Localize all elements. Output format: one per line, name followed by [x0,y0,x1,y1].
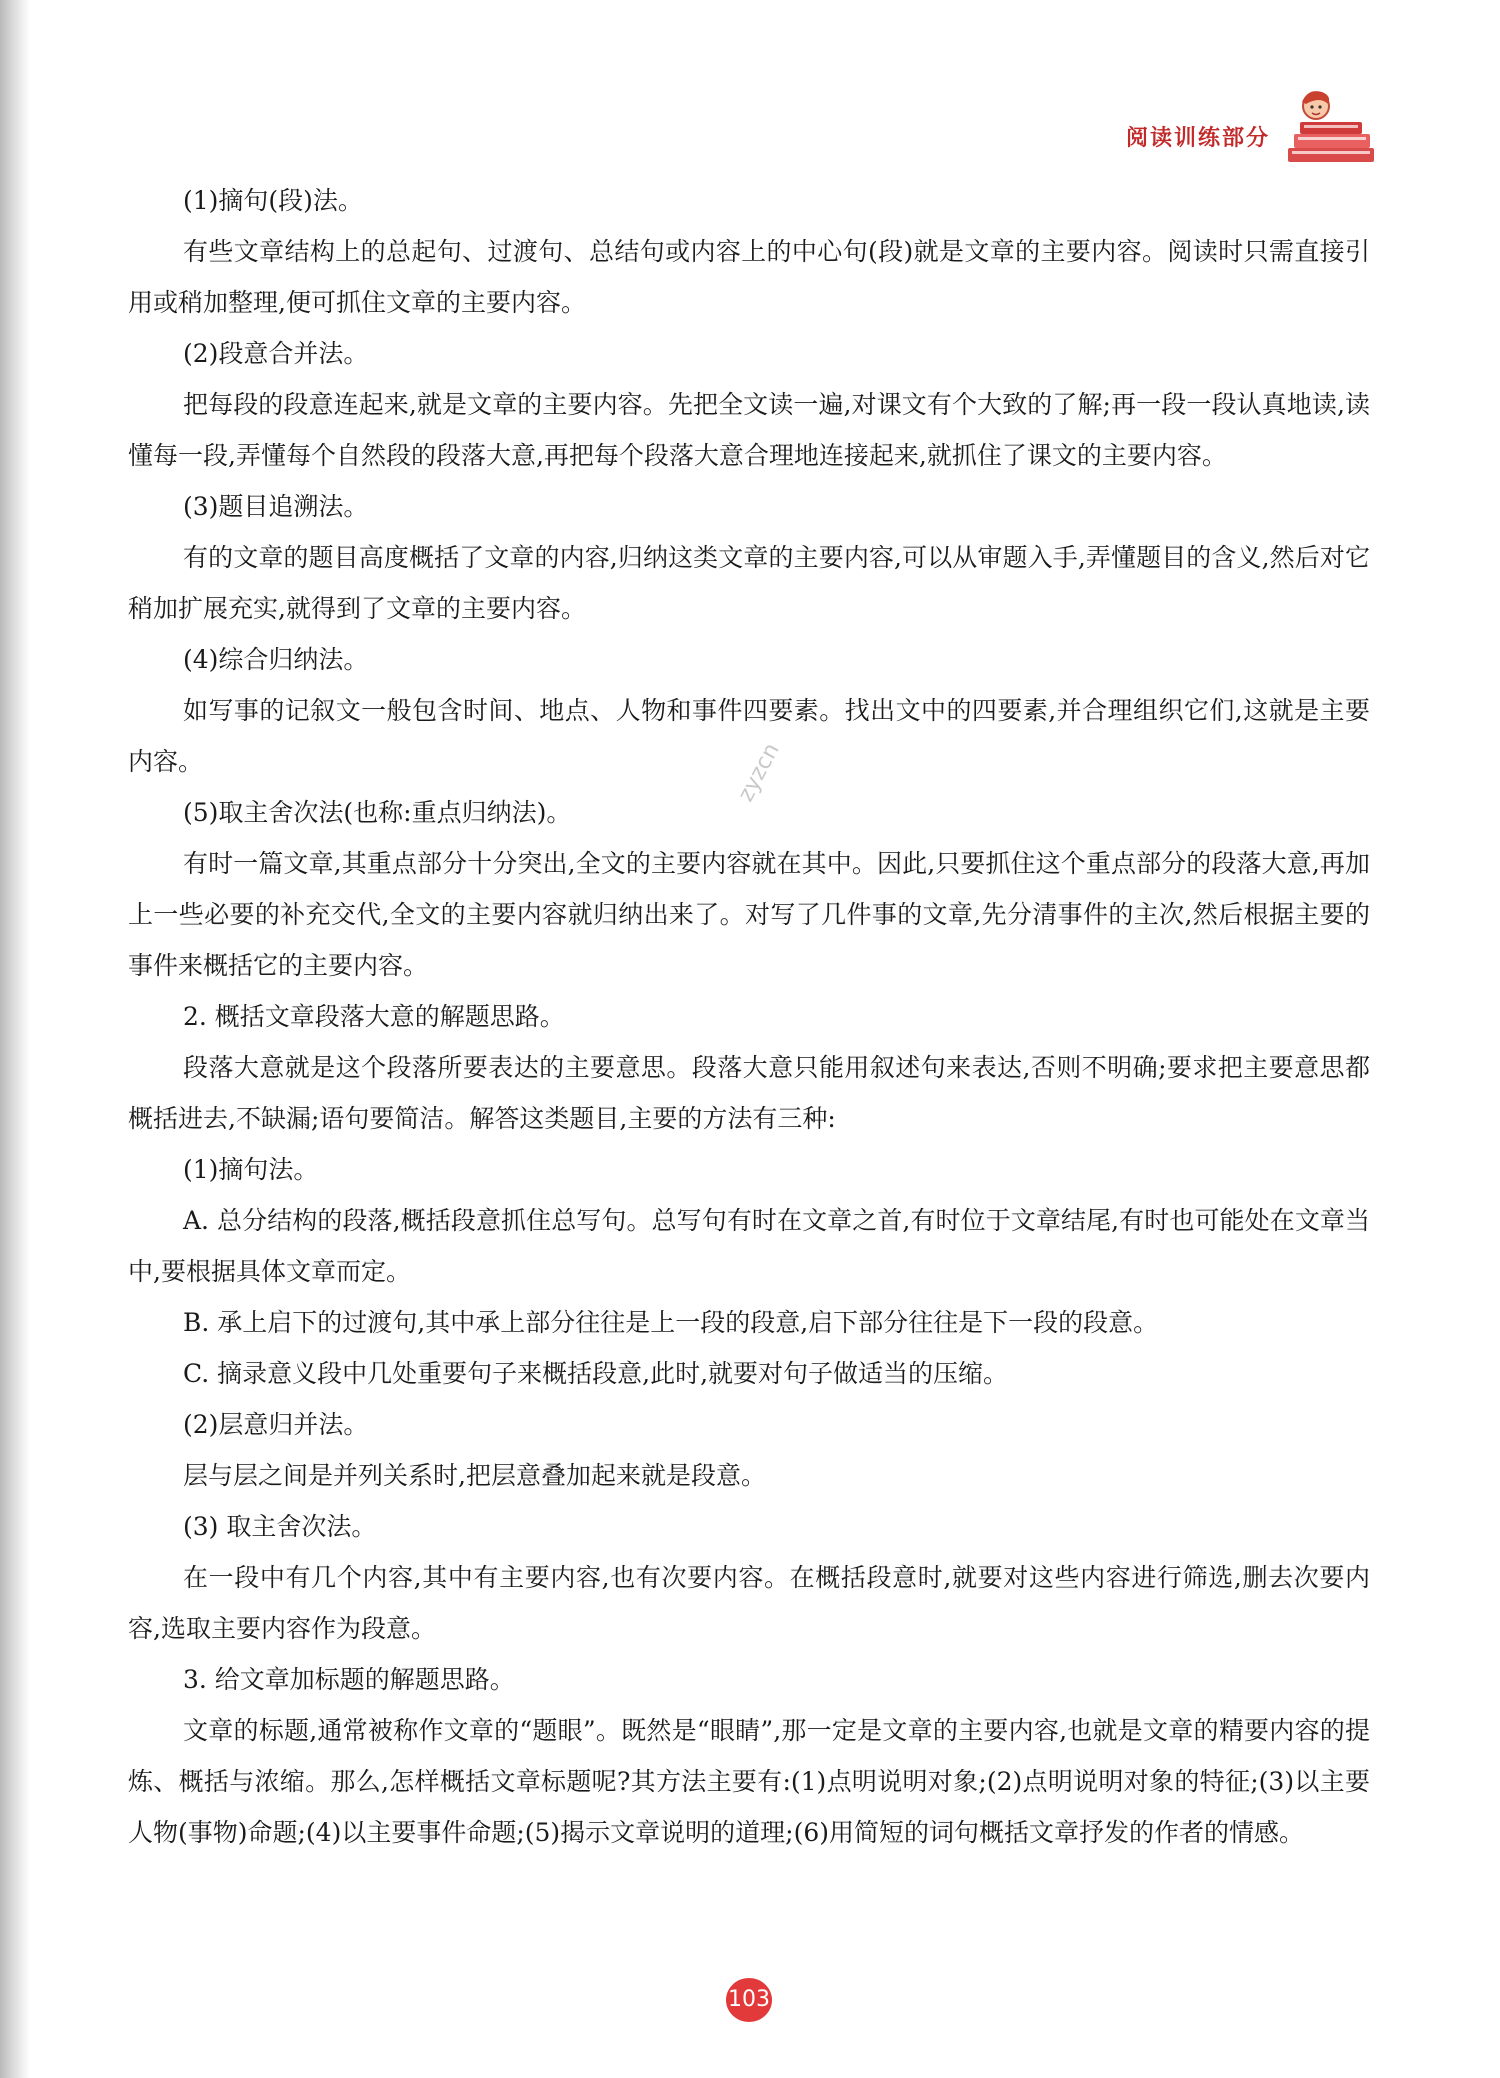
paragraph: (2)段意合并法。 [183,339,369,368]
paragraph: (1)摘句法。 [183,1155,319,1184]
paragraph: (3) 取主舍次法。 [183,1512,377,1541]
page-header [1126,88,1382,166]
paragraph: 有些文章结构上的总起句、过渡句、总结句或内容上的中心句(段)就是文章的主要内容。阅读时只需直接引用或稍加整理,便可抓住文章的主要内容。 [128,237,1370,317]
paragraph: 如写事的记叙文一般包含时间、地点、人物和事件四要素。找出文中的四要素,并合理组织它们,这就是主要内容。 [128,696,1370,776]
page-spine-shadow [0,0,30,2078]
paragraph: 文章的标题,通常被称作文章的“题眼”。既然是“眼睛”,那一定是文章的主要内容,也就是文章的精要内容的提炼、概括与浓缩。那么,怎样概括文章标题呢?其方法主要有:(1)点明说明对象;(2)点明说明对象的特征;(3)以主要人物(事物)命题;(4)以主要事件命题;(5)揭示文章说明的道理;(6)用简短的词句概括文章抒发的作者的情感。 [128,1716,1370,1847]
paragraph: 有的文章的题目高度概括了文章的内容,归纳这类文章的主要内容,可以从审题入手,弄懂题目的含义,然后对它稍加扩展充实,就得到了文章的主要内容。 [128,543,1370,623]
paragraph: (2)层意归并法。 [183,1410,369,1439]
paragraph: 把每段的段意连起来,就是文章的主要内容。先把全文读一遍,对课文有个大致的了解;再一段一段认真地读,读懂每一段,弄懂每个自然段的段落大意,再把每个段落大意合理地连接起来,就抓住了课文的主要内容。 [128,390,1370,470]
paragraph: (5)取主舍次法(也称:重点归纳法)。 [183,798,572,827]
paragraph: (4)综合归纳法。 [183,645,369,674]
paragraph: (3)题目追溯法。 [183,492,369,521]
watermark: zyzcn [733,739,785,806]
section-title: 阅读训练部分 [1125,126,1270,151]
paragraph: 在一段中有几个内容,其中有主要内容,也有次要内容。在概括段意时,就要对这些内容进行筛选,删去次要内容,选取主要内容作为段意。 [128,1563,1370,1643]
paragraph: 2. 概括文章段落大意的解题思路。 [183,1002,565,1031]
page-number: 103 [726,1978,772,2022]
paragraph: C. 摘录意义段中几处重要句子来概括段意,此时,就要对句子做适当的压缩。 [183,1359,1009,1388]
paragraph: 段落大意就是这个段落所要表达的主要意思。段落大意只能用叙述句来表达,否则不明确;要求把主要意思都概括进去,不缺漏;语句要简洁。解答这类题目,主要的方法有三种: [128,1053,1370,1133]
paragraph: A. 总分结构的段落,概括段意抓住总写句。总写句有时在文章之首,有时位于文章结尾,有时也可能处在文章当中,要根据具体文章而定。 [128,1206,1370,1286]
body-text [128,175,1370,1858]
paragraph: B. 承上启下的过渡句,其中承上部分往往是上一段的段意,启下部分往往是下一段的段意。 [183,1308,1159,1337]
paragraph: 有时一篇文章,其重点部分十分突出,全文的主要内容就在其中。因此,只要抓住这个重点部分的段落大意,再加上一些必要的补充交代,全文的主要内容就归纳出来了。对写了几件事的文章,先分清事件的主次,然后根据主要的事件来概括它的主要内容。 [128,849,1370,980]
paragraph: (1)摘句(段)法。 [183,186,363,215]
books-mascot-icon [1282,88,1382,166]
paragraph: 层与层之间是并列关系时,把层意叠加起来就是段意。 [183,1461,766,1490]
paragraph: 3. 给文章加标题的解题思路。 [183,1665,515,1694]
